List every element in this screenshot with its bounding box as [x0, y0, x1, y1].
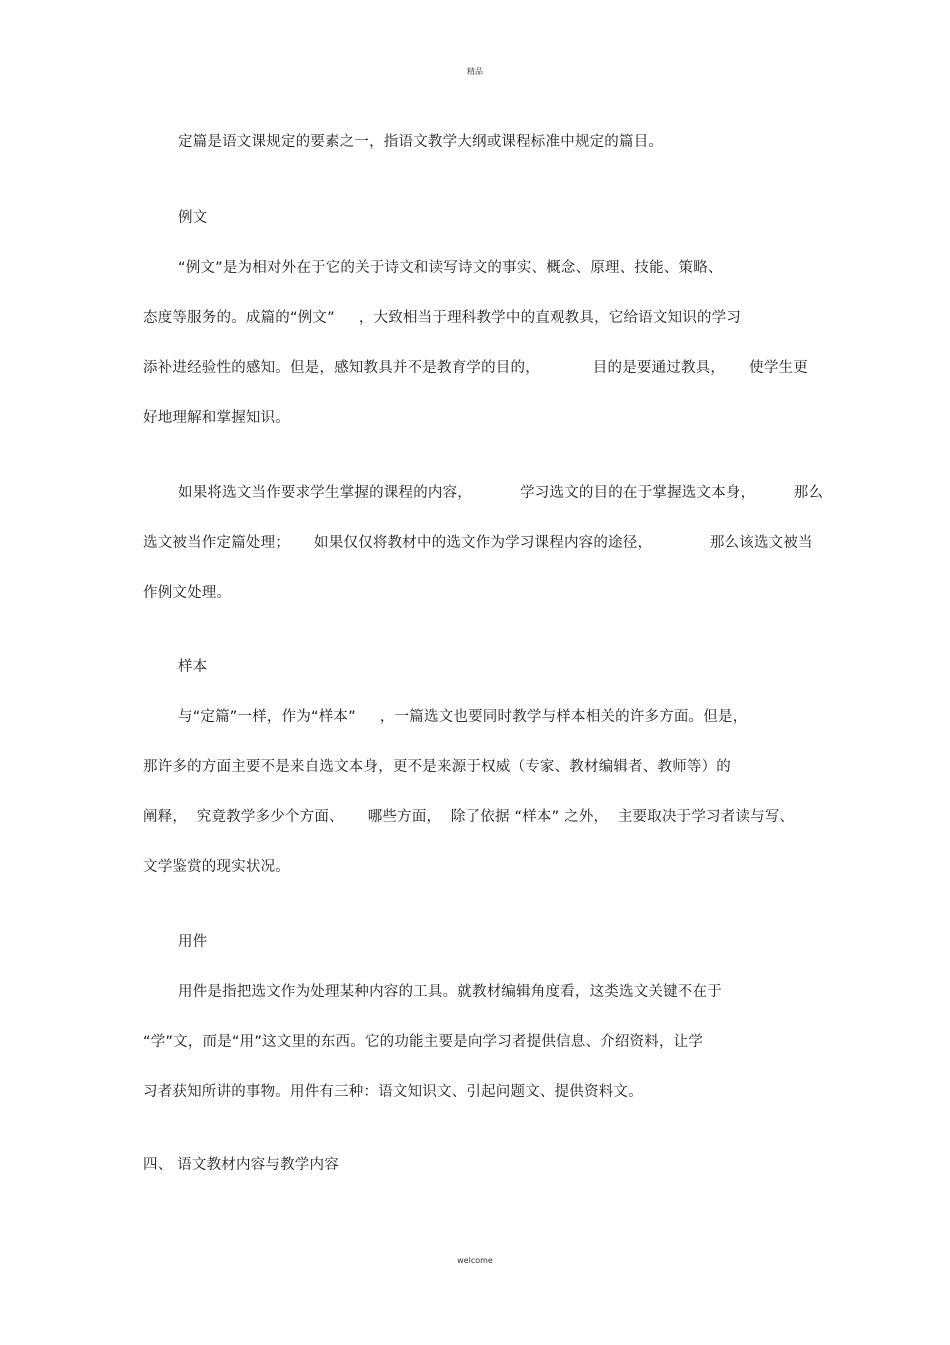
chapter-heading: 四、 语文教材内容与教学内容	[143, 1157, 339, 1173]
section-heading: 用件	[178, 934, 208, 950]
paragraph-line: 习者获知所讲的事物。用件有三种：语文知识文、引起问题文、提供资料文。	[143, 1084, 643, 1100]
paragraph-line: 用件是指把选文作为处理某种内容的工具。就教材编辑角度看，这类选文关键不在于	[178, 984, 722, 1000]
paragraph-line: 作例文处理。	[143, 585, 232, 601]
page-header: 精品	[467, 67, 483, 76]
section-heading: 例文	[178, 210, 208, 226]
paragraph-line: “例文”是为相对外在于它的关于诗文和读写诗文的事实、概念、原理、技能、策略、	[178, 260, 723, 276]
paragraph-line: 阐释， 究竟教学多少个方面、 哪些方面， 除了依据 “样本” 之外， 主要取决于学习者读与写、	[143, 809, 795, 825]
paragraph-line: 那许多的方面主要不是来自选文本身，更不是来源于权威（专家、教材编辑者、教师等）的	[143, 759, 731, 775]
paragraph-line: 态度等服务的。成篇的“例文” ，大致相当于理科教学中的直观教具，它给语文知识的学习	[143, 310, 742, 326]
paragraph-line: 定篇是语文课规定的要素之一，指语文教学大纲或课程标准中规定的篇目。	[178, 134, 664, 150]
paragraph-line: 添补进经验性的感知。但是，感知教具并不是教育学的目的， 目的是要通过教具， 使学生更	[143, 360, 808, 376]
paragraph-line: 与“定篇”一样，作为“样本” ，一篇选文也要同时教学与样本相关的许多方面。但是，	[178, 709, 748, 725]
paragraph-line: 如果将选文当作要求学生掌握的课程的内容， 学习选文的目的在于掌握选文本身， 那么	[178, 485, 824, 501]
section-heading: 样本	[178, 659, 208, 675]
paragraph-line: 文学鉴赏的现实状况。	[143, 859, 290, 875]
paragraph-line: 好地理解和掌握知识。	[143, 410, 290, 426]
paragraph-line: “学”文，而是“用”这文里的东西。它的功能主要是向学习者提供信息、介绍资料，让学	[143, 1034, 704, 1050]
paragraph-line: 选文被当作定篇处理； 如果仅仅将教材中的选文作为学习课程内容的途径， 那么该选文被当	[143, 535, 813, 551]
page-footer: welcome	[457, 1256, 493, 1265]
